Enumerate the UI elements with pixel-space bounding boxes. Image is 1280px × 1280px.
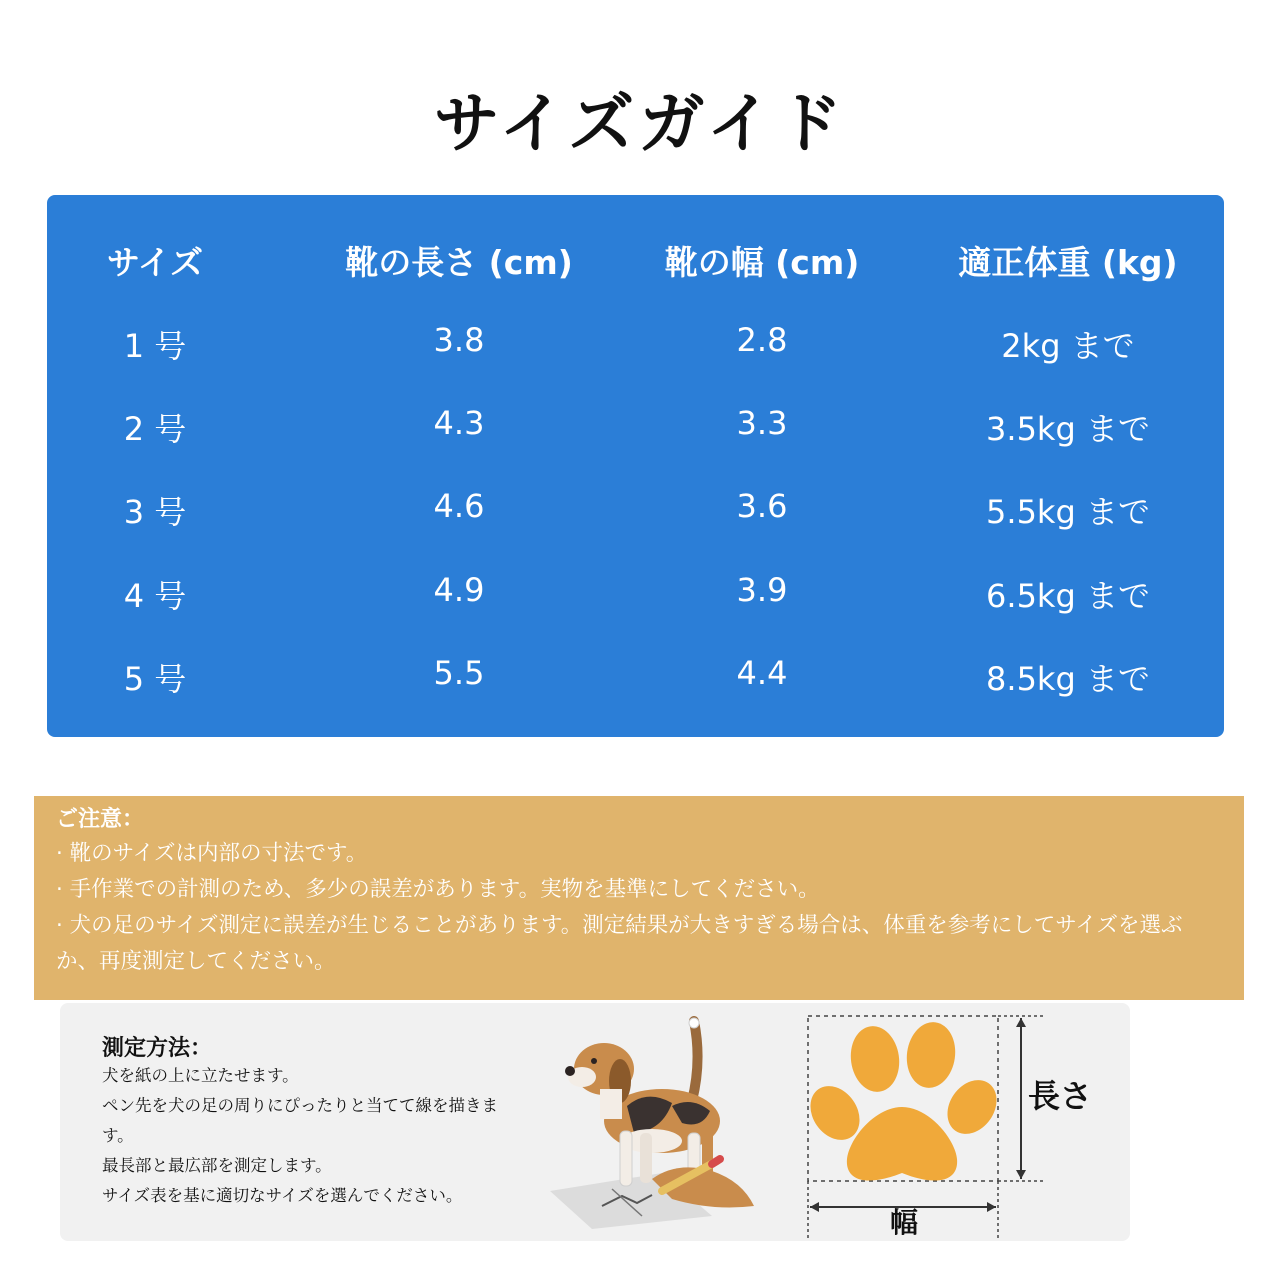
measure-title: 測定方法：	[102, 1036, 213, 1061]
table-cell: 4.6	[433, 487, 485, 525]
header-length: 靴の長さ (cm)	[345, 243, 573, 282]
table-cell: 4.3	[433, 404, 485, 442]
notice-line: · 靴のサイズは内部の寸法です。	[56, 841, 368, 866]
header-weight: 適正体重 (kg)	[958, 243, 1178, 282]
notice-title: ご注意：	[56, 807, 145, 832]
length-label: 長さ	[1028, 1077, 1093, 1115]
table-cell: 2 号	[123, 410, 187, 448]
table-cell: 3.8	[433, 321, 485, 359]
size-table	[47, 195, 1224, 737]
table-cell: 2.8	[736, 321, 788, 359]
table-cell: 6.5kg まで	[986, 577, 1150, 615]
notice-line: · 犬の足のサイズ測定に誤差が生じることがあります。測定結果が大きすぎる場合は、体重を参考にしてサイズを選ぶか、再度測定してください。	[56, 913, 1183, 974]
paw-print-icon	[805, 1019, 1007, 1181]
table-cell: 5.5	[433, 654, 485, 692]
table-cell: 4.4	[736, 654, 788, 692]
dog-tail	[692, 1021, 698, 1101]
beagle-illustration	[542, 1011, 782, 1236]
table-cell: 5.5kg まで	[986, 493, 1150, 531]
table-cell: 8.5kg まで	[986, 660, 1150, 698]
measure-step: ペン先を犬の足の周りにぴったりと当てて線を描きます。	[102, 1096, 498, 1145]
measure-step: 犬を紙の上に立たせます。	[102, 1066, 299, 1085]
table-cell: 3.5kg まで	[986, 410, 1150, 448]
measure-step: 最長部と最広部を測定します。	[102, 1156, 332, 1175]
notice-box	[34, 796, 1244, 1000]
page-title: サイズガイド	[433, 85, 847, 162]
width-label: 幅	[890, 1206, 919, 1239]
paw-diagram	[805, 1009, 1050, 1244]
table-cell: 1 号	[123, 327, 187, 365]
measurement-section	[60, 1003, 1130, 1241]
table-cell: 4.9	[433, 571, 485, 609]
table-cell: 4 号	[123, 577, 187, 615]
table-cell: 3.6	[736, 487, 788, 525]
table-cell: 3 号	[123, 493, 187, 531]
notice-line: · 手作業での計測のため、多少の誤差があります。実物を基準にしてください。	[56, 877, 820, 902]
table-cell: 5 号	[123, 660, 187, 698]
header-width: 靴の幅 (cm)	[664, 243, 860, 282]
table-cell: 3.9	[736, 571, 788, 609]
table-cell: 2kg まで	[1001, 327, 1135, 365]
table-cell: 3.3	[736, 404, 788, 442]
measure-step: サイズ表を基に適切なサイズを選んでください。	[102, 1186, 463, 1205]
measure-steps	[102, 1061, 522, 1211]
header-size: サイズ	[106, 243, 204, 282]
